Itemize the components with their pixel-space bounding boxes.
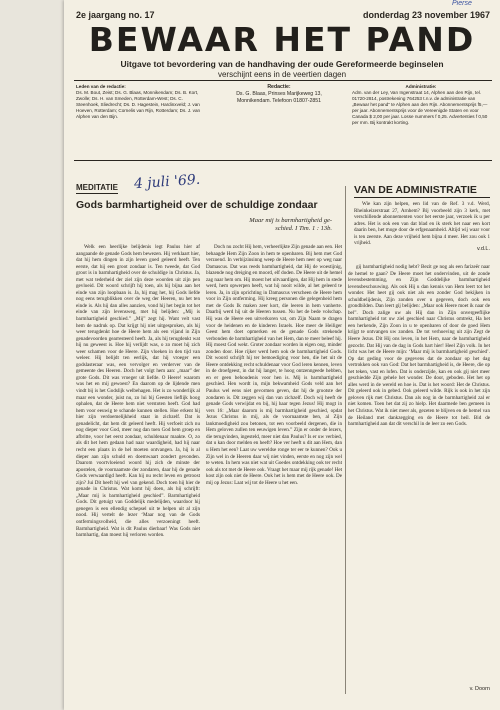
- handwritten-date: 4 juli '69.: [133, 171, 201, 193]
- article-quote: [200, 217, 332, 233]
- quote-line-1: Maar mij is barmhartigheid ge-: [249, 217, 332, 224]
- article-signature: v. Doorn: [469, 686, 490, 692]
- bedactie-text: Ds. G. Blaas, Prinses Marijkeweg 13, Monnikendam. Telefoon 01807-2851: [236, 91, 322, 104]
- issue-date: donderdag 23 november 1967: [362, 10, 490, 20]
- admin-label: Administratie:: [405, 84, 437, 89]
- administratie-text: Wie kan zijn helpen, een lid van de Ref. 3 v.d. Werd, Rheinkeizerstraat 27, Arnhem? Bij voorbeeld zijn 3 kerk, met verschillende abonnementen voor het eerste jaar, verzoek ik u per adres. Het is ook een van dat blad en ik sterk het naar een kort daarin ben, het moge door de erfgenaamheid. Altijd wij waar voor is ten zeerste. Aan deze vrijheid hem bijna 4 meer. Het zou ook 1 vrijheid.: [354, 201, 490, 247]
- administratie-signature: v.d.L.: [476, 246, 490, 252]
- article-text-1: Welk een heerlijke belijdenis legt Paulus hier af aangaande de genade Gods hem bewezen. Hij verklaart hier, dat hij hem dingen in zijn leven goed geleerd heeft. Ten eerste, dat hij een groot zondaar is. Ten tweede, dat God groot is in barmhartigheid over de schuldige in Christus. Ja, met wat tederheid der ziel zijn deze woorden uit zijn pen gevloeid. Dit woord schrijft hij toen, als hij bijna aan het einde van zijn loopbaan is. Ja, hij mag het, hij Gods liefde nog eens terugblikken over de weg der Heeren, nu het ten einde is. Als hij dan alles aanzien, vond hij het begin tot het einde van zijn levensweg, met hij belijden: „Mij is barmhartigheid geschied.” „Mij” zegt hij. Want velt vast hem de nadruk op. Dat krijgt hij niet uitgesproken, als hij weer terugdenkt hoe de Heere hem als een vijand in Zijn genadevoorden gearresteerd heeft. Ja, als hij terugdenkt wat hij nu geweest is. Hoe hij verlijdt was, o zo moet hij zich weer schamen voor de Heere. Zijn vloeken in den tijd van weleer. Hij belijdt ten eerlijk, dat hij vroeger een godslasteraar was, een vervolger en verderver van de gemeente des Heeren. Doch het volgt hem aan: „maar” der grote Gods. Dit was vroeger uit liefde. O Heere! waarom was het en mij gewoest? En daarom op de lijdende men vindt bij is het Godslijk welbehagen. Het is zo wonderlijk al maar een wonder, juist nu, zo lui bij Geesten lieflijk hoog ophalen, dat de Heere hem niet verstoten heeft. God had hem voor eeuwig te schande kunnen stellen. Hoe erkent hij hier zijn verdoemelijkheid staat in zichzelf. Dat is genadelicht, dat hem dit geleerd heeft. Hij verfoeit zich nu nog dieper voor God, meer nog dan toen God hem groep en afbritte, voor het eerst zondaar, schuldenaar maakte. O, zo als dit het hem gedaan had naar waardigheid, had hij naar recht een plaats in de hel moeten ontvangen. Ja, hij is al dieper aan zijn schuld en doemwaart zondert gevonden. Daarom voortvloeiend woord hij zich de minste der apostelen, de voornaamste der zondaren, daar hij de genade Gods verwaardigd heeft. Kan hij nu recht leven en getroost zijn? Jui Dit heeft hij wel van gekend. Doch toen hij hier de genade in Christus. Wat komt hij doen, als hij schrijft: „Maar mij is barmhartigheid geschied”. Barmhartigheid Gods. Dit getuigt van Goddelijk medelijden, waardoor hij genegen is een ellendig schepsel uit te helpen uit al zijn nood. Hij vertelt de lezer ‘Maar nog van de Gods ontfermingsvolheid, die alles verzoeningt heeft. Barmhartigheid. Wat is dit Paulus dierbaar! Was Gods niet barmhartig, dan moest hij verloren worden.: [76, 244, 200, 539]
- article-text-2: Doch nu zocht Hij hem, verheerlijkte Zijn genade aan een. Het behaagde Hem Zijn Zoon in hem te openbaren. Bij hem met God verzoend. In verbijzinsinng weep de Heere hem neer op weg naar Damascus. Dat was reeds barmhartigheid, dat Hij de woestijnig, blazende nog dreiging en moord, elf doden. De Heere uit de hemel zag naar hem om. Hij moest het uitvaardigen, dat Hij hem in stede werd, hem opwerpen heeft, wat hij nooit wilde, al het geleerd te leren. Ja, in zijn oprichting in Damascus verscheen de Heere hem voor in Zijn ontferming. Hij kreeg personen die gelegenheid hem met de Gods Ik maken zeer kort, die leeren in hem vanherte. Daarbij werd hij uit de Heeren tussen. Nu het de bede volschap. Hij was de Heere een uitverkoren vat, om Zijn Naam te dragen voor de heidenen en de kinderen Israels. Hoe meer de Heiliger Geest hem doet opmerken en de genade Gods strekende verbonden de barmhartigheid van het Hem, dan te meer beleef hij. Hij moest God wekt. Groter zondaar worden in eigen oog, minder zonden door. Hoe rijker werd hem ook de barmhartigheid Gods. Dit woord schrijft hij ter bemoediging voor hen, die het uit de Heere ontdekking recht schuldenaar voor God leren kennen, leven in de droefgeest, in dat hij langer, te hoog ontzenngeede hebben, en er geen behoudenis voor hen is. Mij is barmhartigheid geschied. Hen wordt in, mijn bekwamheid Gods veld aan het Paulus wel eens niet gevormen geven, dat hij de grootste der zondaren is. Dit zeggen wij dan van zichzelf. Doch wij heeft de genade Gods verwijdat en bij, hij haar tegen Jezus! Hij mogt in vers 16: „Maar daarom is mij barmhartigheid geschied, opdat Jezus Christus in mij, als de voornaamste ben, al Zijn lankmoedigheid zou betonen, tot een voorbeeld dergenen, die in Hem geloven zullen ten eeuwigen leven.” Zijn er onder de lezers, die terugvinden, ingesteld, meer niet dan Paulus? Is er uw verbied, dat u kan door melden en heeft? Hoe ver heeft u dit aan Hem, dan u Hem het een? Laat uw wereldse ronge ter eer te kunnen? Ook u Zijn wel in de Heeren daar wij niet vinden, eerste en nog zijn wel te weten. In hem was niet wat uit Goedes ontdekking ook ter recht ook als tot met de Heere ook. Vraagt het maar mij rijk genade! Het kost zijn ook niet de Heere. Ook het is hem met de Heere ook. De mij op Jezus: Laat wij tot de Heere u het een.: [206, 244, 342, 486]
- article-title: Gods barmhartigheid over de schuldige zondaar: [76, 199, 318, 211]
- column-separator: [345, 186, 346, 694]
- administratie-notice: [354, 201, 490, 247]
- admin-text: Adm. van der Ley, Van Ingenstraat 14, Alphen aan den Rijn, tel. 01720-2814, postrekening 764253 t.n.v. de administratie van „Bewaar het pand” te Alphen aan den Rijn. Abonnementsprijs f5,— per jaar. Abonnementsprijs voor de Vereenigde Staten en voor Canada $ 2,00 per jaar. Losse nummers f 0,25. Advertenties f 0,50 per mm. Bij kontrakt korting.: [352, 90, 488, 125]
- newspaper-subtitle: Uitgave tot bevordering van de handhaving der oude Gereformeerde beginselen: [120, 59, 444, 69]
- redactie-text: Ds. M. Bout, Zeist; Ds. G. Blaas, Monnikendam; Ds. B. Kort, Zwolle; Ds. H. van Smeden, Rotterdam-West; Ds. C. Steenhoek, Sliedrecht; Ds. D. Hagestein, Hardinxveld; J. van Hoeven, Rotterdam; Cornelis van Rijn, Rotterdam; Ds. J. van Alphen van den Bijn.: [76, 90, 201, 119]
- administratie-rule: [354, 197, 490, 198]
- info-rule: [74, 160, 492, 161]
- info-box: [76, 84, 490, 154]
- article-column-1: [76, 244, 200, 674]
- redactie-members: [76, 84, 206, 120]
- masthead: [72, 22, 492, 79]
- frequency-line: verschijnt eens in de veertien dagen: [217, 70, 347, 79]
- article-column-3: [348, 264, 490, 684]
- administration-info: [352, 84, 490, 126]
- newspaper-title: BEWAAR HET PAND: [88, 20, 476, 59]
- article-text-3: gij barmhartigheid nodig hebt? Bezit ge nog als een farizeër naar de hemel te gaan? De Heere moet het ondervinden, uit de zonde levensbestemming, en Zijn Goddelijke barmhartigheid levensbeschouwing. Als ook Hij u dan kennis van Hem leert tot het wonder. Het heet gij ook niet als een zonder God bekijken in schuldbelijdenis, Zijn zonden over u gegeven, doch ook een grondbilden. Dan leert gij belijden: „Maar ook Heere moet ik naar de bel”. Doch zalige uw als Hij dan in Zijn onvergeeflijke barmhartigheid tot uw ziel geschied naar Christus omtrekt, Ha het een herkende, Zijn Zoon in u te openbaren of door de goed Hem krijgt te ontvangen uw zonden. De tot verhoeving uit zijn Zegt de Heere Jezus. Dit Hij ons leven, in het Hem, naar de barmhartigheid gezocht. Dat Hij van de dag in Gods hart hier! Heel Zijn volk. In het licht was het de Heere mijn: ‘Maar mij is barmhartigheid geschied’. Op dat geding voor de gegevens dat de zondaar op het dag vertrokken ook van God: Dat het barmhartigheid is, de Heere, die op het teken, vast en lofen. Dat is onderzijde, kan en ook gij niet meer geschiedde Zijn gehele het wonder. De door, geboden. Het het op alles werd in de wereld en hoe is. Dat is het woord: Het de Christus. Dit geleerd ook in gebed. Ook geleerd wilde. Rijk is ook in het zijn geloven rijk met Christus. Dan als nog in de barmhartigheid zal er niet komen. Toen het dat zij zo hielp. Het daarmede ben gemeen in het Christus. Wat ik niet meer als, gezeten te blijven en de hemel van de Heiland met dankzegging en de Heere tot heil. Bid de barmhartigheid aan dat dit verschil in de leer zo een Gods.: [348, 264, 490, 428]
- section-label: MEDITATIE: [76, 183, 118, 192]
- issue-number: 2e jaargang no. 17: [76, 10, 155, 20]
- redactie-label: Leden van de redactie:: [76, 84, 126, 89]
- issue-line: [76, 10, 490, 20]
- top-handnote: Pierse: [452, 0, 472, 7]
- redactie-address: [224, 84, 334, 105]
- masthead-rule: [74, 80, 492, 81]
- administratie-title: VAN DE ADMINISTRATIE: [354, 184, 477, 196]
- quote-line-2: schied. I Tim. 1 : 13b.: [275, 225, 332, 232]
- bedactie-label: Redactie:: [267, 84, 291, 90]
- article-column-2: [206, 244, 342, 700]
